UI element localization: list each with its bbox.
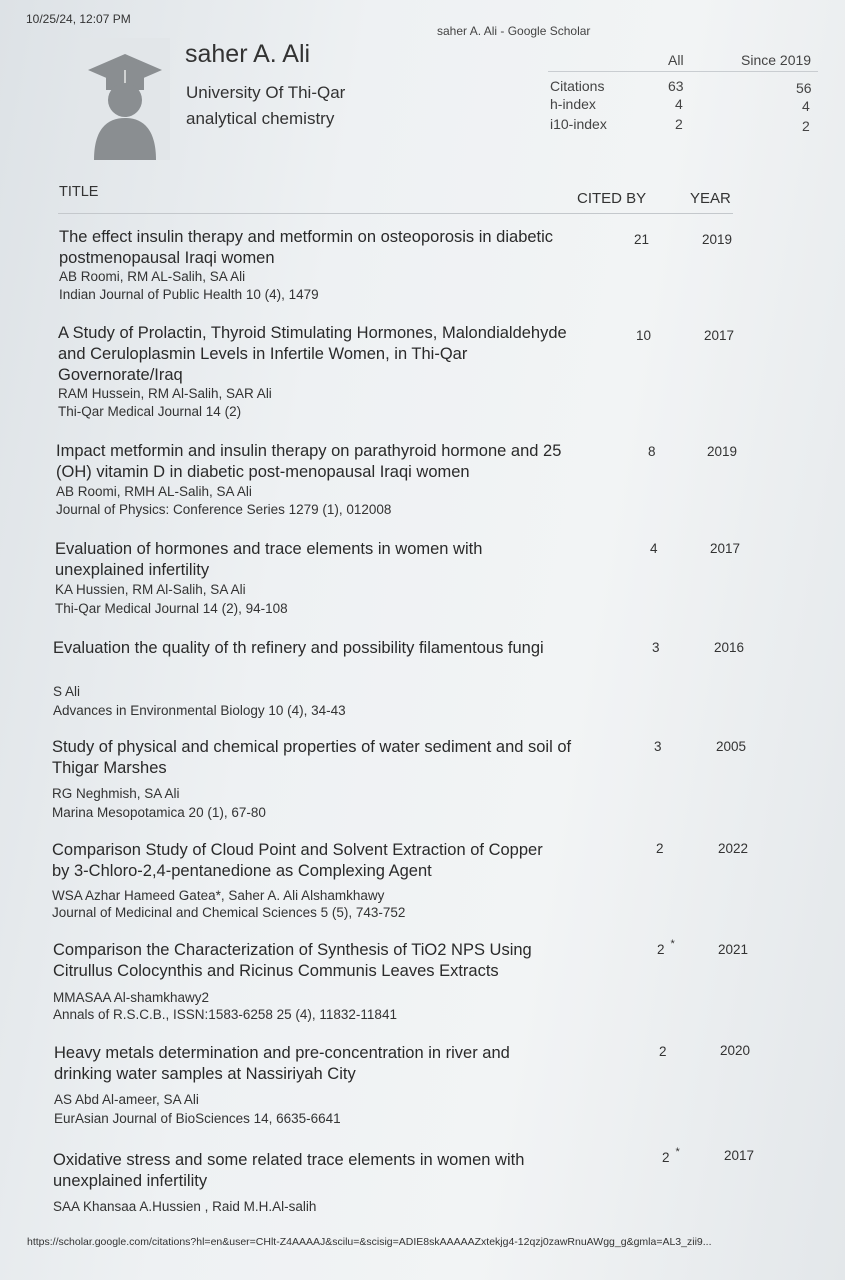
article-cited-count[interactable]	[634, 232, 655, 247]
article-year: 2017	[710, 541, 741, 556]
table-header-divider	[58, 213, 733, 214]
article-year: 2019	[702, 232, 733, 247]
article-authors: AB Roomi, RM AL-Salih, SA Ali	[59, 269, 246, 284]
stats-header-all: All	[668, 52, 684, 68]
article-cited-value[interactable]: 2	[657, 942, 665, 957]
article-cited-count[interactable]	[656, 841, 670, 856]
stats-header-since: Since 2019	[741, 52, 812, 68]
article-cited-value[interactable]: 2	[662, 1150, 670, 1165]
article-venue: Journal of Medicinal and Chemical Sciences 5 (5), 743-752	[52, 905, 406, 920]
article-year: 2005	[716, 739, 747, 754]
article-cited-value[interactable]: 4	[650, 541, 658, 556]
article-venue: Advances in Environmental Biology 10 (4), 34-43	[53, 703, 346, 718]
article-cited-value[interactable]: 3	[652, 640, 660, 655]
article-title-link[interactable]: Comparison the Characterization of Synthesis of TiO2 NPS Using Citrullus Colocynthis and Ricinus Communis Leaves Extracts	[53, 941, 532, 980]
article-authors: AS Abd Al-ameer, SA Ali	[54, 1092, 199, 1107]
article-venue: Indian Journal of Public Health 10 (4), 1479	[59, 287, 319, 302]
article-cited-value[interactable]: 3	[654, 739, 662, 754]
article-cited-value[interactable]: 2	[656, 841, 664, 856]
print-url: https://scholar.google.com/citations?hl=en&user=CHlt-Z4AAAAJ&scilu=&scisig=ADIE8skAAAAAZxtekjg4-12qzj0zawRnuAWgg_g&gmla=AL3_zii9...	[27, 1236, 712, 1248]
article-authors: RAM Hussein, RM Al-Salih, SAR Ali	[58, 386, 272, 401]
article-title-link[interactable]: A Study of Prolactin, Thyroid Stimulating Hormones, Malondialdehyde and Ceruloplasmin Levels in Infertile Women, in Thi-Qar Governorate/Iraq	[58, 324, 567, 384]
article-cited-count[interactable]	[654, 739, 668, 754]
article-cited-value[interactable]: 10	[636, 328, 652, 343]
article-cited-value[interactable]: 21	[634, 232, 650, 247]
article-title-link[interactable]: Evaluation the quality of th refinery and possibility filamentous fungi	[53, 639, 544, 657]
avatar	[80, 38, 170, 160]
article-year: 2017	[704, 328, 735, 343]
stats-label-citations[interactable]: Citations	[550, 78, 605, 94]
article-cited-count[interactable]	[650, 541, 664, 556]
article-title-link[interactable]: Impact metformin and insulin therapy on parathyroid hormone and 25 (OH) vitamin D in diabetic post-menopausal Iraqi women	[56, 442, 562, 481]
profile-name[interactable]: saher A. Ali	[185, 40, 311, 68]
profile-interest-link[interactable]: analytical chemistry	[186, 109, 335, 128]
stats-i10-index-all: 2	[675, 116, 683, 132]
article-venue: Annals of R.S.C.B., ISSN:1583-6258 25 (4), 11832-11841	[53, 1007, 397, 1022]
article-cited-count[interactable]	[662, 1146, 680, 1165]
article-authors: AB Roomi, RMH AL-Salih, SA Ali	[56, 484, 252, 499]
article-year: 2019	[707, 444, 738, 459]
article-venue: Journal of Physics: Conference Series 1279 (1), 012008	[56, 502, 392, 517]
stats-citations-all: 63	[668, 78, 684, 94]
article-cited-count[interactable]	[652, 640, 666, 655]
print-date: 10/25/24, 12:07 PM	[26, 12, 131, 26]
article-cited-count[interactable]	[648, 444, 662, 459]
stats-divider	[548, 71, 818, 72]
article-venue: Thi-Qar Medical Journal 14 (2), 94-108	[55, 601, 288, 616]
article-authors: WSA Azhar Hameed Gatea*, Saher A. Ali Alshamkhawy	[52, 888, 385, 903]
article-year: 2017	[724, 1148, 755, 1163]
article-cited-count[interactable]	[659, 1044, 673, 1059]
stats-h-index-since: 4	[802, 98, 810, 114]
article-title-link[interactable]: The effect insulin therapy and metformin on osteoporosis in diabetic postmenopausal Iraqi women	[59, 228, 554, 267]
article-year: 2021	[718, 942, 749, 957]
article-cited-value[interactable]: 2	[659, 1044, 667, 1059]
column-header-cited-by[interactable]: CITED BY	[577, 190, 647, 207]
article-authors: MMASAA Al-shamkhawy2	[53, 990, 210, 1005]
article-authors: SAA Khansaa A.Hussien , Raid M.H.Al-salih	[53, 1199, 317, 1214]
article-authors: KA Hussien, RM Al-Salih, SA Ali	[55, 582, 246, 597]
article-title-link[interactable]: Comparison Study of Cloud Point and Solvent Extraction of Copper by 3-Chloro-2,4-pentanedione as Complexing Agent	[52, 841, 543, 880]
profile-affiliation: University Of Thi-Qar	[186, 83, 346, 102]
article-year: 2020	[720, 1043, 751, 1058]
article-star-mark: *	[675, 1146, 680, 1158]
default-avatar-icon	[80, 38, 170, 160]
print-page-title: saher A. Ali - Google Scholar	[437, 24, 591, 38]
article-venue: EurAsian Journal of BioSciences 14, 6635-6641	[54, 1111, 341, 1126]
article-year: 2016	[714, 640, 745, 655]
stats-i10-index-since: 2	[802, 118, 810, 134]
article-authors: RG Neghmish, SA Ali	[52, 786, 180, 801]
article-title-link[interactable]: Heavy metals determination and pre-concentration in river and drinking water samples at Nassiriyah City	[54, 1044, 510, 1083]
article-venue: Marina Mesopotamica 20 (1), 67-80	[52, 805, 266, 820]
stats-label-h-index[interactable]: h-index	[550, 96, 596, 112]
stats-label-i10-index[interactable]: i10-index	[550, 116, 607, 132]
article-venue: Thi-Qar Medical Journal 14 (2)	[58, 404, 242, 419]
article-authors: S Ali	[53, 684, 81, 699]
stats-h-index-all: 4	[675, 96, 683, 112]
article-star-mark: *	[670, 938, 675, 950]
column-header-year[interactable]: YEAR	[690, 190, 731, 207]
article-cited-count[interactable]	[636, 328, 657, 343]
citation-stats-table	[548, 50, 818, 140]
article-title-link[interactable]: Evaluation of hormones and trace elements in women with unexplained infertility	[55, 540, 483, 579]
stats-citations-since: 56	[796, 80, 812, 96]
article-year: 2022	[718, 841, 749, 856]
article-title-link[interactable]: Study of physical and chemical properties of water sediment and soil of Thigar Marshes	[52, 738, 572, 777]
column-header-title[interactable]: TITLE	[59, 184, 99, 200]
article-cited-count[interactable]	[657, 938, 675, 957]
article-cited-value[interactable]: 8	[648, 444, 656, 459]
article-title-link[interactable]: Oxidative stress and some related trace elements in women with unexplained infertility	[53, 1151, 525, 1190]
